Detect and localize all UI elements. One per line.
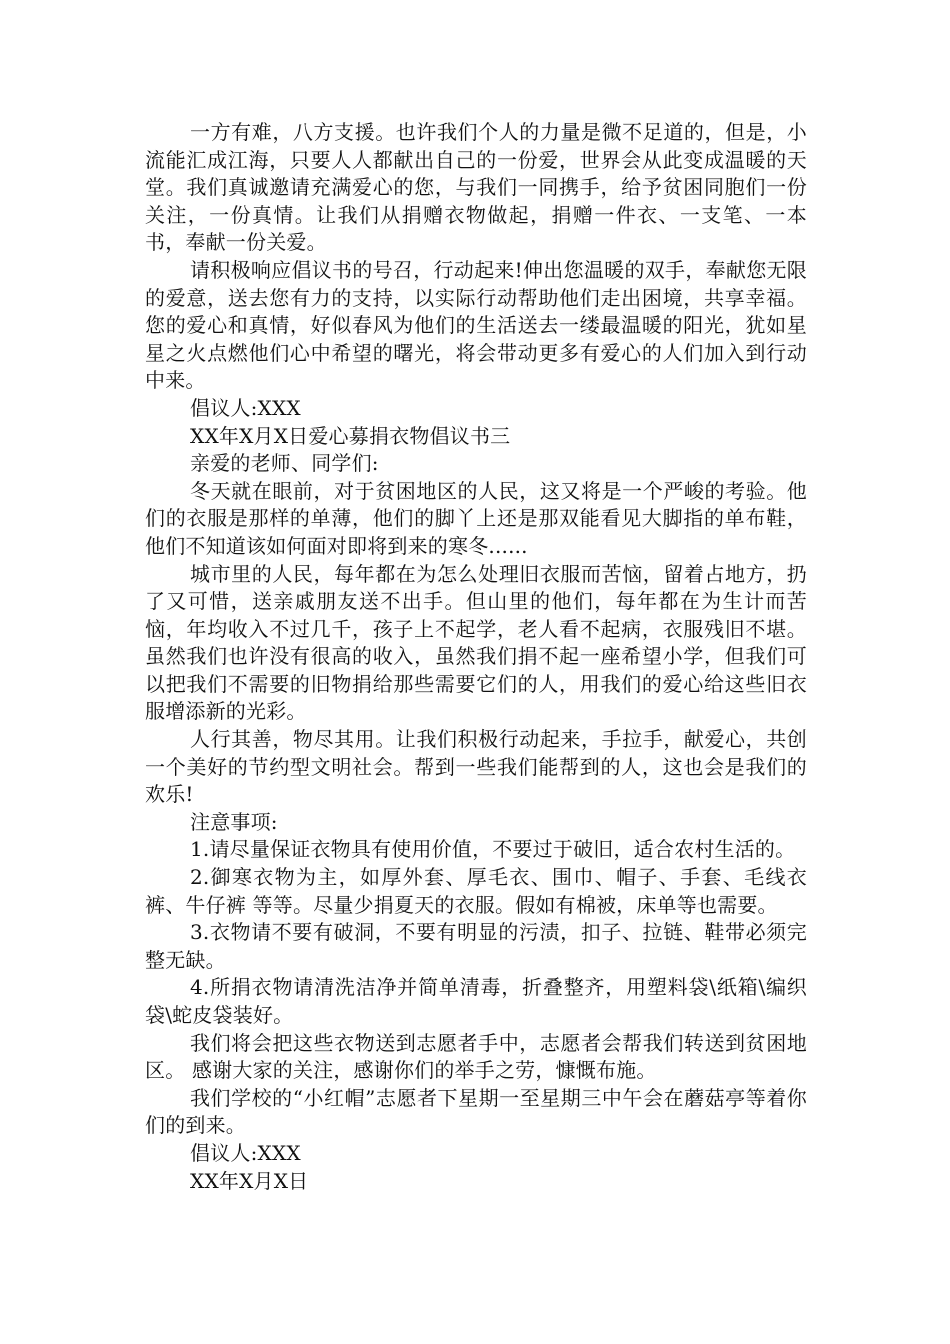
paragraph-good-deeds: 人行其善，物尽其用。让我们积极行动起来，手拉手，献爱心，共创一个美好的节约型文明社会。帮到一些我们能帮到的人，这也会是我们的欢乐!	[145, 727, 807, 807]
notes-heading: 注意事项:	[190, 809, 278, 834]
paragraph-volunteers: 我们将会把这些衣物送到志愿者手中，志愿者会帮我们转送到贫困地区。 感谢大家的关注，感谢你们的举手之劳，慷慨布施。	[145, 1030, 807, 1083]
paragraph-city-vs-mountain: 城市里的人民，每年都在为怎么处理旧衣服而苦恼，留着占地方，扔了又可惜，送亲戚朋友送不出手。但山里的他们，每年都在为生计而苦恼，年均收入不过几千，孩子上不起学，老人看不起病，衣服残旧不堪。虽然我们也许没有很高的收入，虽然我们捐不起一座希望小学，但我们可以把我们不需要的旧物捐给那些需要它们的人，用我们的爱心给这些旧衣服增添新的光彩。	[145, 561, 807, 724]
salutation: 亲爱的老师、同学们:	[190, 451, 379, 476]
date-line: XX年X月X日	[190, 1168, 309, 1193]
note-item-4: 4.所捐衣物请清洗洁净并简单清毒，折叠整齐，用塑料袋\纸箱\编织袋\蛇皮袋装好。	[145, 975, 807, 1027]
paragraph-appeal-intro: 一方有难，八方支援。也许我们个人的力量是微不足道的，但是，小流能汇成江海，只要人人都献出自己的一份爱，世界会从此变成温暖的天堂。我们真诚邀请充满爱心的您，与我们一同携手，给予贫困同胞们一份关注，一份真情。让我们从捐赠衣物做起，捐赠一件衣、一支笔、一本书，奉献一份关爱。	[145, 120, 807, 255]
paragraph-call-to-action: 请积极响应倡议书的号召，行动起来!伸出您温暖的双手，奉献您无限的爱意，送去您有力的支持，以实际行动帮助他们走出困境，共享幸福。您的爱心和真情，好似春风为他们的生活送去一缕最温暖的阳光，犹如星星之火点燃他们心中希望的曙光，将会带动更多有爱心的人们加入到行动中来。	[145, 257, 807, 393]
paragraph-winter: 冬天就在眼前，对于贫困地区的人民，这又将是一个严峻的考验。他们的衣服是那样的单薄，他们的脚丫上还是那双能看见大脚指的单布鞋，他们不知道该如何面对即将到来的寒冬......	[145, 478, 807, 558]
note-item-2: 2.御寒衣物为主，如厚外套、厚毛衣、围巾、帽子、手套、毛线衣裤、牛仔裤 等等。尽量少捐夏天的衣服。假如有棉被，床单等也需要。	[145, 865, 807, 917]
section-title: XX年X月X日爱心募捐衣物倡议书三	[190, 423, 511, 448]
signature-line: 倡议人:XXX	[190, 395, 301, 420]
note-item-3: 3.衣物请不要有破洞，不要有明显的污渍，扣子、拉链、鞋带必须完整无缺。	[145, 920, 807, 972]
paragraph-school-volunteers: 我们学校的“小红帽”志愿者下星期一至星期三中午会在蘑菇亭等着你们的到来。	[145, 1085, 807, 1138]
signature-line-2: 倡议人:XXX	[190, 1140, 301, 1165]
note-item-1: 1.请尽量保证衣物具有使用价值，不要过于破旧，适合农村生活的。	[190, 837, 796, 862]
document-body	[145, 119, 807, 1195]
